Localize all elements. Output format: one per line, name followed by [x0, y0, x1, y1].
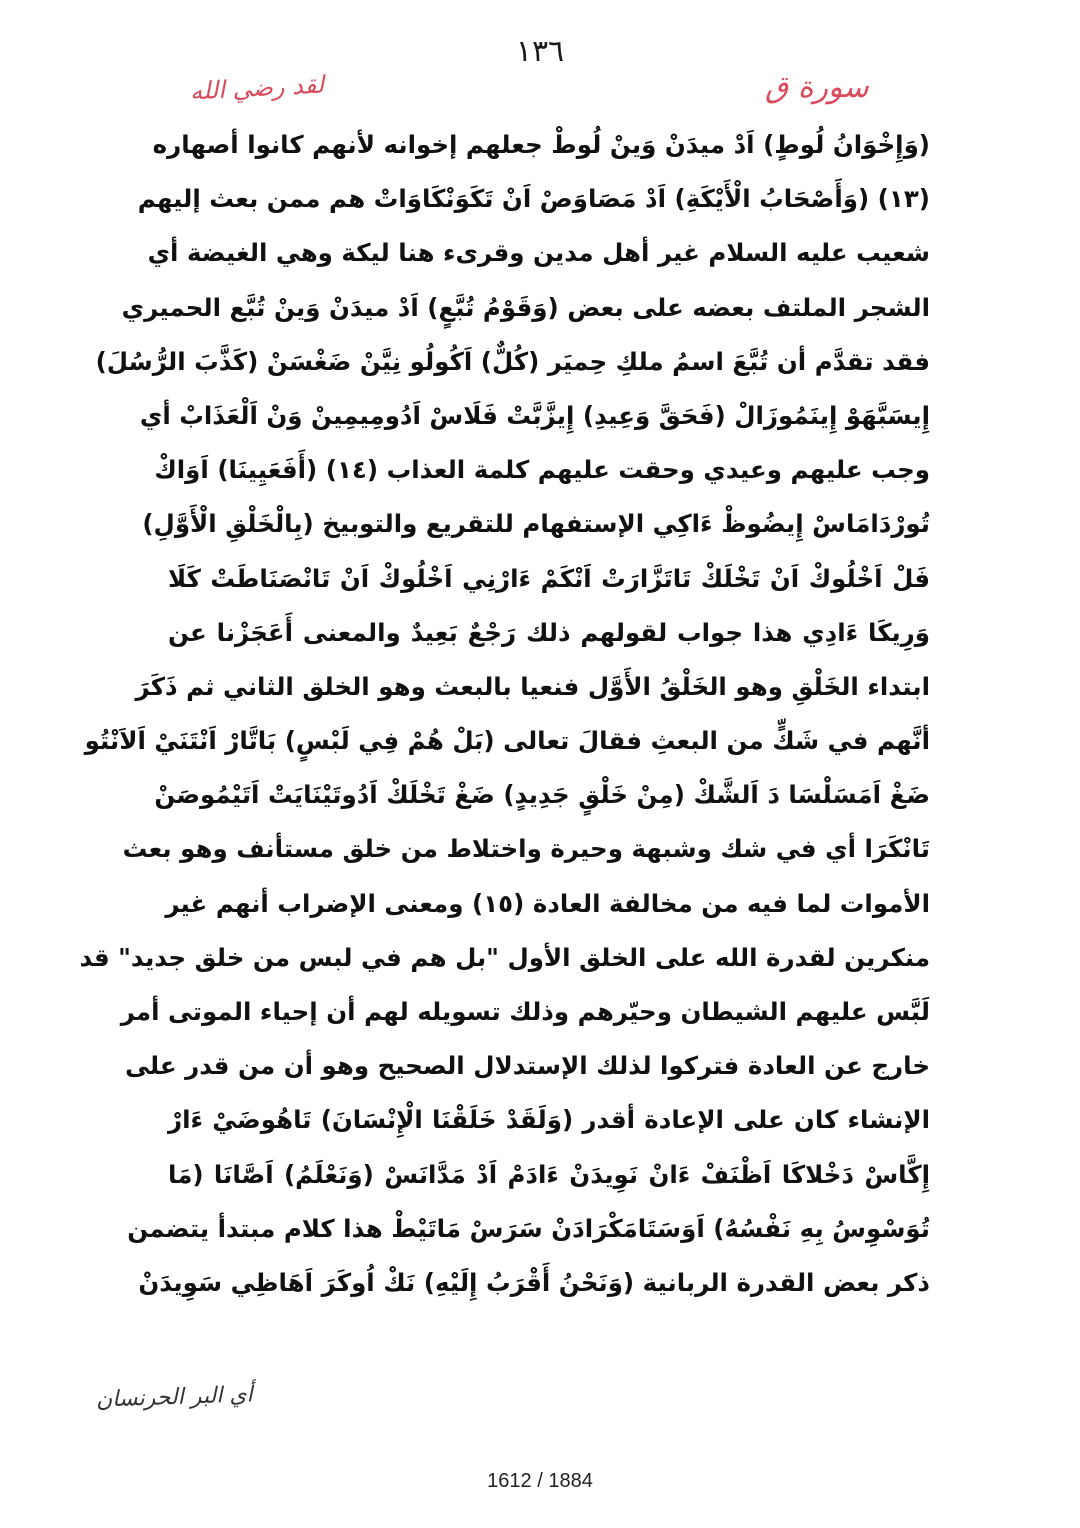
text-line: الشجر الملتف بعضه على بعض (وَقَوْمُ تُبَّعٍ) اَدْ ميدَنْ وَينْ تُبَّع الحميري [121, 292, 930, 322]
margin-note-left: لقد رضي الله [189, 70, 325, 106]
footer-page-counter: 1612 / 1884 [487, 1470, 593, 1492]
text-line: إِيسَبَّهَوْ إِينَمُوزَالْ (فَحَقَّ وَعِيدِ) إِيزَّبَّتْ فَلَاسْ اَدُومِيمِينْ وَنْ اَلْعَذَابْ أي [139, 400, 930, 430]
text-line: شعيب عليه السلام غير أهل مدين وقرىء هنا ليكة وهي الغيضة أي [147, 238, 930, 268]
page-number: ١٣٦ [515, 34, 565, 69]
text-line: لَبَّس عليهم الشيطان وحيّرهم وذلك تسويله لهم أن إحياء الموتى أمر [120, 997, 930, 1026]
text-line: منكرين لقدرة الله على الخلق الأول "بل هم في لبس من خلق جديد" قد [79, 942, 930, 972]
text-line: خارج عن العادة فتركوا لذلك الإستدلال الصحيح وهو أن من قدر على [125, 1051, 930, 1081]
text-line: إِكَّاسْ دَخْلاكَا اَظْنَفْ ءَانْ نَوِيدَنْ ءَادَمْ اَدْ مَدَّانَسْ (وَنَعْلَمُ) اَصَّانَا (مَا [168, 1159, 930, 1189]
text-line: وَرِيكَا ءَادِي هذا جواب لقولهم ذلك رَجْعٌ بَعِيدٌ والمعنى أَعَجَزْنا عن [168, 617, 930, 647]
text-line: (١٣) (وَأَصْحَابُ الْأَيْكَةِ) اَدْ مَصَاوَصْ اَنْ تَكَوَنْكَاوَاتْ هم ممن بعث إليهم [137, 184, 930, 214]
text-line: ابتداء الخَلْقِ وهو الخَلْقُ الأَوَّل فنعيا بالبعث وهو الخلق الثاني ثم ذَكَرَ [135, 671, 930, 701]
text-line: وجب عليهم وعيدي وحقت عليهم كلمة العذاب (١٤) (أَفَعَيِينَا) اَوَاكْ [154, 455, 930, 485]
text-line: فَلْ اَخْلُوكْ اَنْ تَخْلَكْ تَاتَزَّارَتْ اَنْكَمْ ءَارْنِي اَخْلُوكْ اَنْ تَانْصَنَاطَتْ كَلَا [168, 563, 930, 593]
text-line: فقد تقدَّم أن تُبَّعَ اسمُ ملكِ حِميَر (كُلٌّ) اَكُولُو نِيَّنْ ضَغْسَنْ (كَذَّبَ الرُّسُلَ) [95, 346, 930, 376]
text-line: تُوَسْوِسُ بِهِ نَفْسُهُ) اَوَسَتَامَكْرَادَنْ سَرَسْ مَاتَيْطْ هذا كلام مبتدأ يتضمن [127, 1213, 930, 1243]
handwritten-note-bottom: أي البر الحرنسان [95, 1382, 254, 1413]
text-line: ذكر بعض القدرة الربانية (وَنَحْنُ أَقْرَبُ إِلَيْهِ) نَكْ اُوكَرَ اَهَاظِي سَوِيدَنْ [138, 1267, 930, 1297]
text-line: تَانْكَرَا أي في شك وشبهة وحيرة واختلاط من خلق مستأنف وهو بعث [122, 834, 930, 864]
body-text [79, 118, 930, 1310]
text-line: أنَّهم في شَكٍّ من البعثِ فقالَ تعالى (بَلْ هُمْ فِي لَبْسٍ) بَاتَّارْ اَنْتَنَيْ اَلاَنْتُو [84, 726, 930, 756]
text-line: الإنشاء كان على الإعادة أقدر (وَلَقَدْ خَلَقْنَا الْإِنْسَانَ) تَاهُوضَيْ ءَارْ [168, 1105, 930, 1135]
margin-note-right: سورة ق [765, 70, 869, 105]
text-line: الأموات لما فيه من مخالفة العادة (١٥) ومعنى الإضراب أنهم غير [165, 888, 930, 918]
text-line: (وَإِخْوَانُ لُوطٍ) اَدْ ميدَنْ وَينْ لُوطْ جعلهم إخوانه لأنهم كانوا أصهاره [152, 130, 930, 159]
text-line: ضَغْ اَمَسَلْسَا دَ اَلشَّكْ (مِنْ خَلْقٍ جَدِيدٍ) ضَغْ تَخْلَكْ اَدُوتَيْنَايَتْ اَتَيْمُوصَنْ [154, 780, 930, 810]
text-line: تُورْدَامَاسْ إِيضُوظْ ءَاكِي الإستفهام للتقريع والتوبيخ (بِالْخَلْقِ الْأَوَّلِ) [142, 509, 930, 539]
